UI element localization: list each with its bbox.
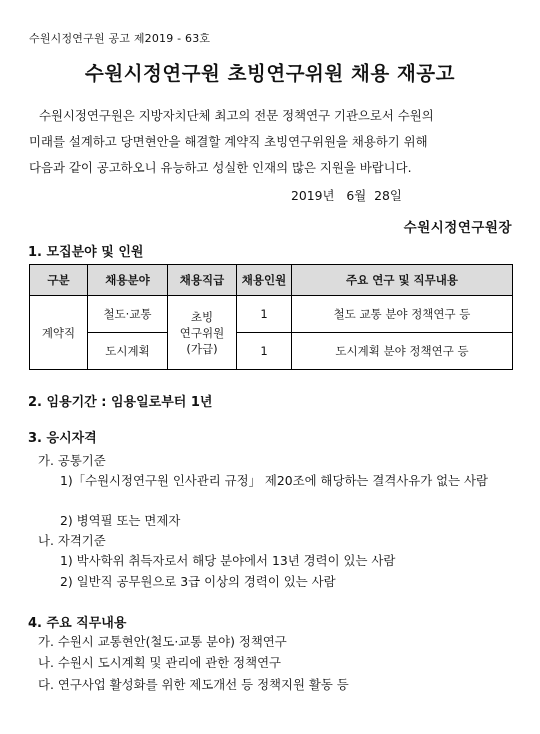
subsection-title: 나. 자격기준: [38, 533, 106, 548]
intro-line: 미래를 설계하고 당면현안을 해결할 계약직 초빙연구위원을 채용하기 위해: [29, 134, 428, 149]
list-item: [60, 471, 513, 490]
intro-line: 다음과 같이 공고하오니 유능하고 성실한 인재의 많은 지원을 바랍니다.: [29, 160, 412, 175]
table-header-cell: 구분: [30, 265, 88, 296]
signer-name: 수원시정연구원장: [403, 220, 512, 236]
section-title-duties: 4. 주요 직무내용: [28, 616, 127, 631]
table-row: [30, 296, 513, 333]
table-header-cell: 채용인원: [237, 265, 292, 296]
count-cell: 1: [237, 296, 292, 333]
section-title-recruitment: 1. 모집분야 및 인원: [28, 245, 144, 260]
date-day: 28일: [374, 188, 402, 203]
subsection-title: 가. 공통기준: [38, 453, 106, 468]
list-item: 다. 연구사업 활성화를 위한 제도개선 등 정책지원 활동 등: [38, 677, 349, 692]
field-cell: 도시계획: [88, 333, 168, 370]
section-title-term: 2. 임용기간 : 임용일로부터 1년: [28, 395, 213, 410]
table-row: [30, 333, 513, 370]
list-item: 1) 박사학위 취득자로서 해당 분야에서 13년 경력이 있는 사람: [60, 553, 396, 568]
grade-cell: [168, 296, 237, 370]
employment-type-cell: 계약직: [30, 296, 88, 370]
duty-cell: 철도 교통 분야 정책연구 등: [292, 296, 513, 333]
notice-number: 수원시정연구원 공고 제2019 - 63호: [29, 32, 211, 45]
intro-paragraph: [29, 103, 515, 181]
list-item: 나. 수원시 도시계획 및 관리에 관한 정책연구: [38, 655, 282, 670]
recruitment-table: [29, 264, 513, 370]
field-cell: 철도·교통: [88, 296, 168, 333]
table-header-cell: 채용직급: [168, 265, 237, 296]
table-header-cell: 주요 연구 및 직무내용: [292, 265, 513, 296]
grade-line: (가급): [186, 341, 218, 356]
section-title-qualification: 3. 응시자격: [28, 431, 97, 446]
table-header-cell: 채용분야: [88, 265, 168, 296]
date-year: 2019년: [291, 188, 335, 203]
grade-line: 연구위원: [179, 325, 225, 340]
list-item-text: 1)「수원시정연구원 인사관리 규정」 제20조에 해당하는 결격사유가 없는 사람: [60, 473, 488, 488]
table-header-row: [30, 265, 513, 296]
date-month: 6월: [346, 188, 367, 203]
intro-line: 수원시정연구원은 지방자치단체 최고의 전문 정책연구 기관으로서 수원의: [39, 108, 434, 123]
notice-date: [291, 186, 402, 204]
list-item: 가. 수원시 교통현안(철도·교통 분야) 정책연구: [38, 634, 287, 649]
list-item: 2) 일반직 공무원으로 3급 이상의 경력이 있는 사람: [60, 574, 336, 589]
count-cell: 1: [237, 333, 292, 370]
list-item: 2) 병역필 또는 면제자: [60, 513, 181, 528]
grade-line: 초빙: [190, 309, 214, 324]
duty-cell: 도시계획 분야 정책연구 등: [292, 333, 513, 370]
page-title: 수원시정연구원 초빙연구위원 채용 재공고: [85, 62, 455, 85]
